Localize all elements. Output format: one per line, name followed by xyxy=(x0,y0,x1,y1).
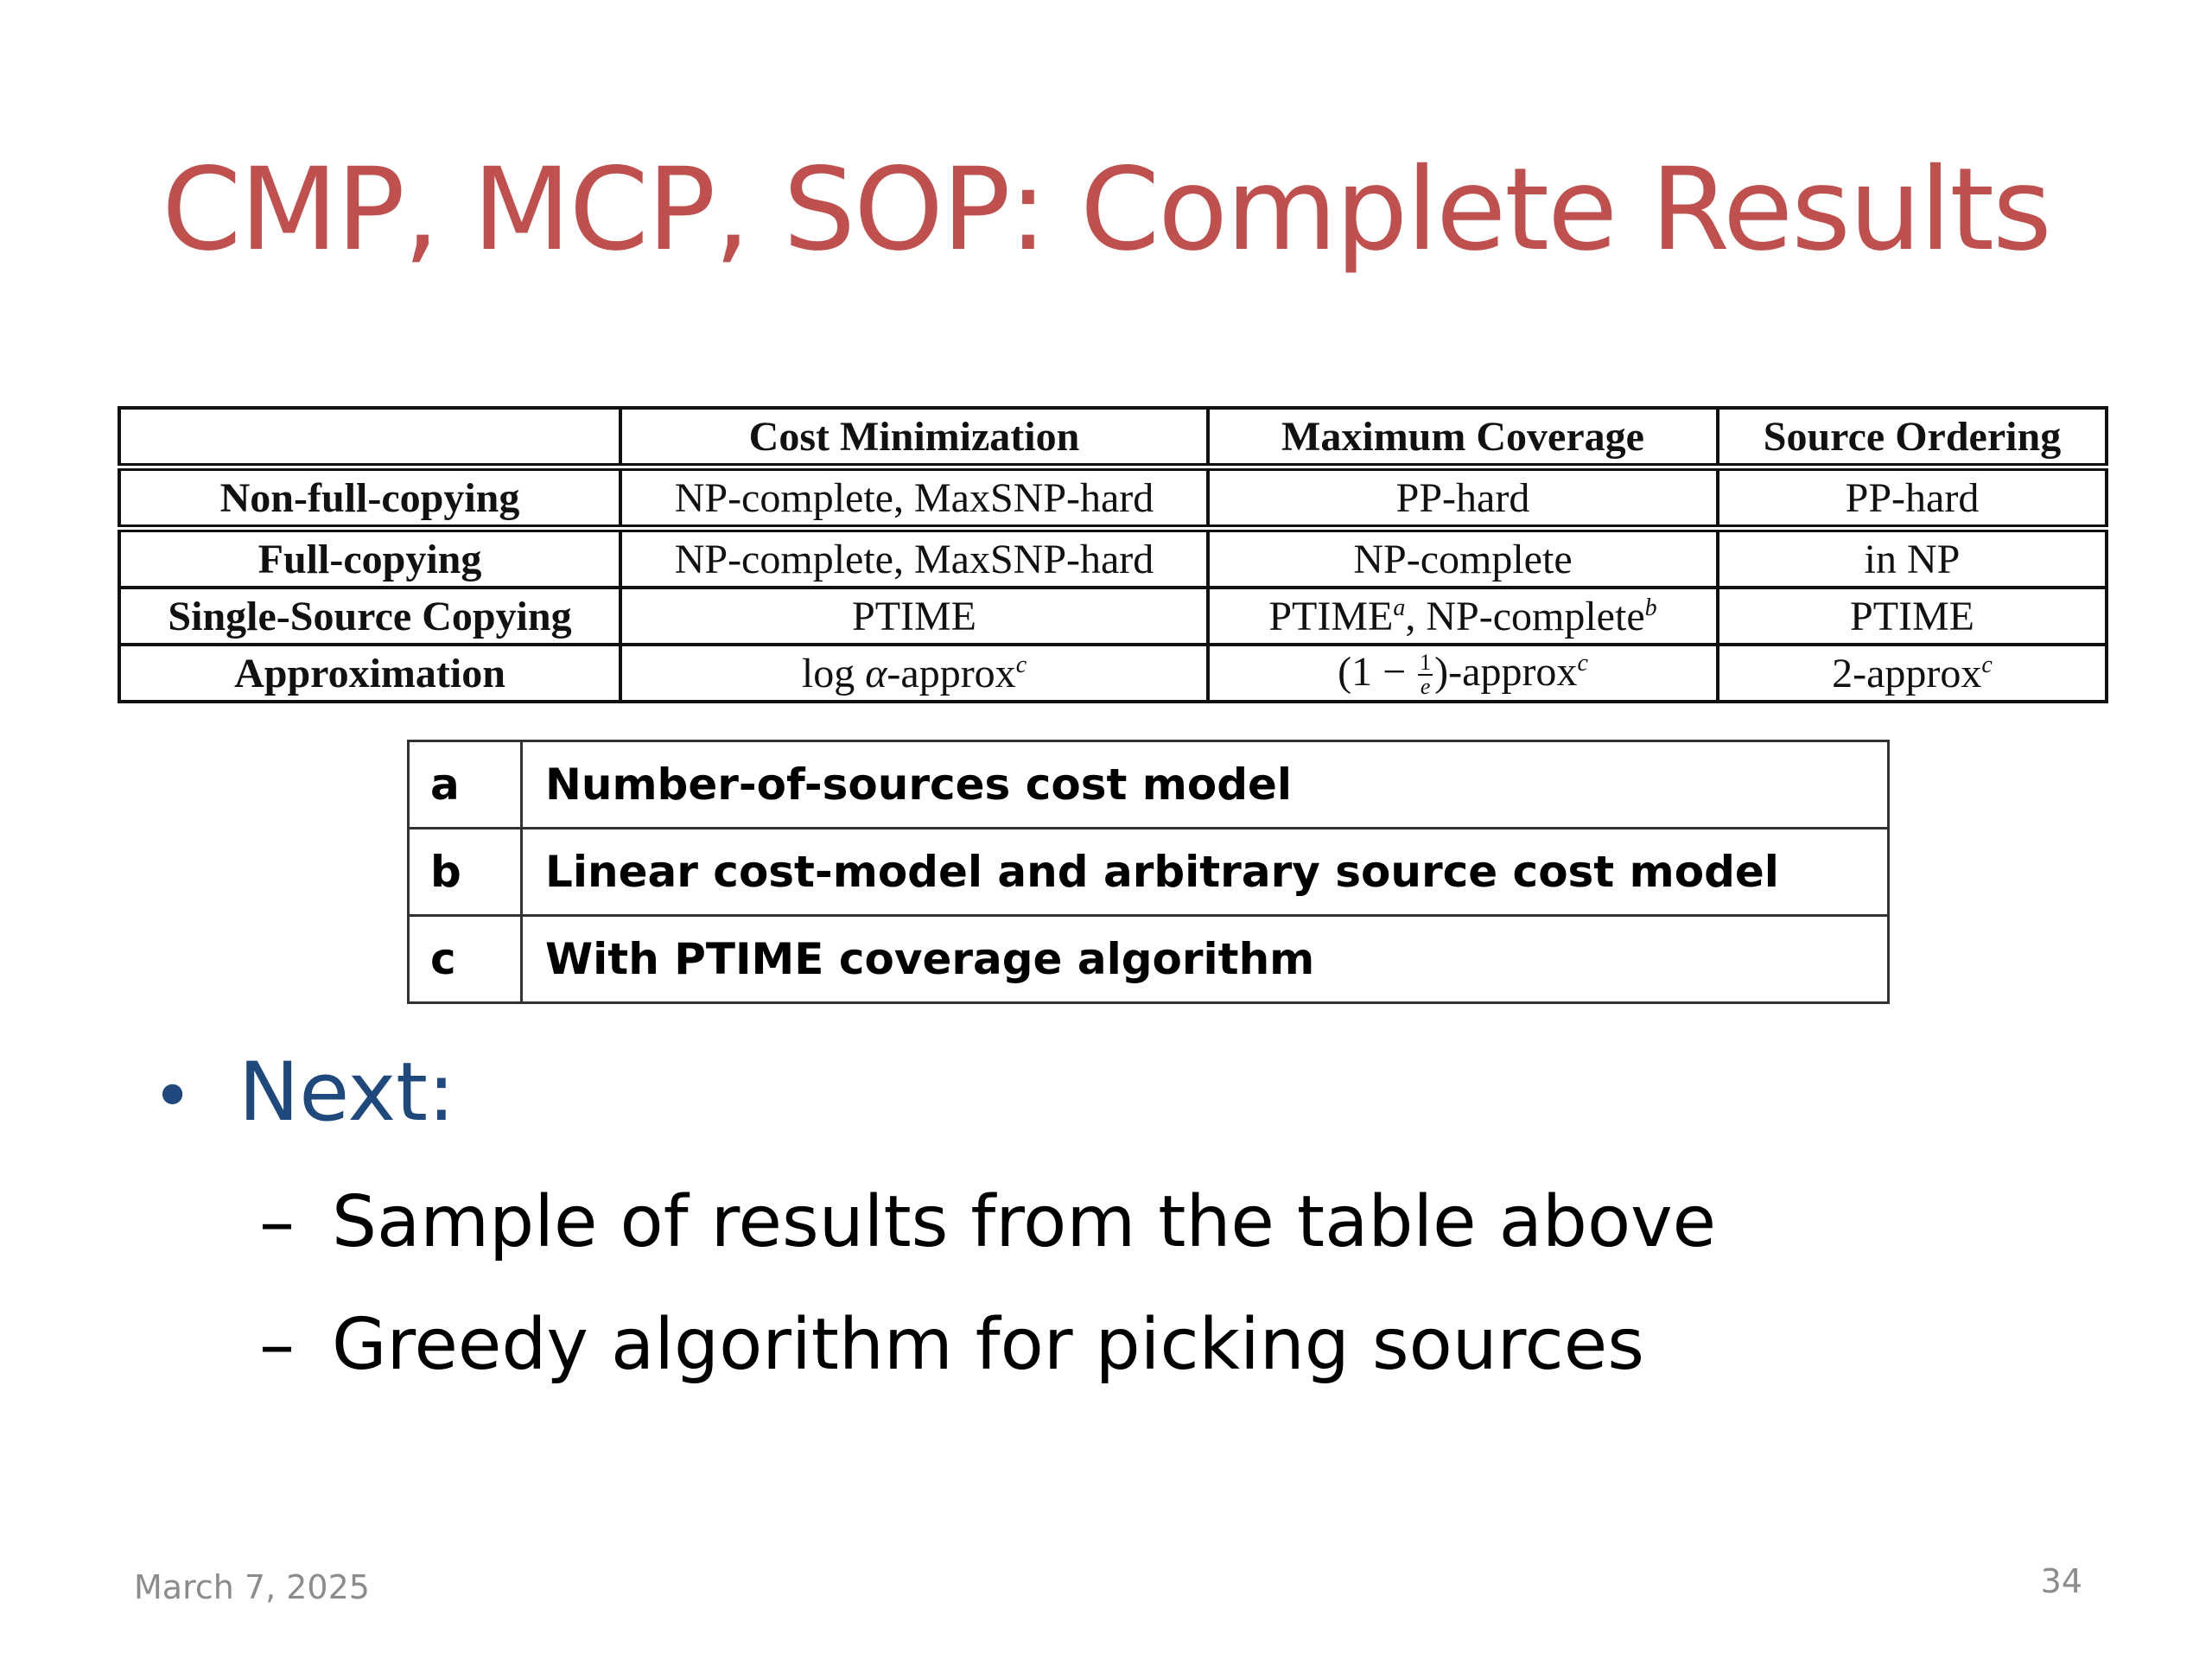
cell-cost-minimization: NP-complete, MaxSNP-hard xyxy=(620,529,1208,588)
table-row xyxy=(409,916,1889,1003)
row-label-approximation: Approximation xyxy=(119,645,620,702)
header-source-ordering: Source Ordering xyxy=(1718,408,2107,467)
cell-text: 2-approx xyxy=(1832,650,1982,696)
sub-bullet-text: Sample of results from the table above xyxy=(332,1181,1717,1263)
header-cost-minimization: Cost Minimization xyxy=(620,408,1208,467)
table-row xyxy=(409,829,1889,916)
cell-source-ordering xyxy=(1718,645,2107,702)
bullet-dot-icon: • xyxy=(152,1056,194,1136)
cell-source-ordering: PTIME xyxy=(1718,588,2107,645)
header-corner-cell xyxy=(119,408,620,467)
footnote-key: c xyxy=(409,916,522,1003)
fraction-denominator: e xyxy=(1420,674,1431,700)
footnote-key: b xyxy=(409,829,522,916)
footnote-marker: c xyxy=(1981,651,1993,678)
footnote-text: Number-of-sources cost model xyxy=(522,741,1889,829)
alpha-symbol: α xyxy=(865,650,887,696)
cell-text: log xyxy=(801,650,866,696)
row-label-single-source-copying: Single-Source Copying xyxy=(119,588,620,645)
sub-bullet-text: Greedy algorithm for picking sources xyxy=(332,1304,1644,1386)
cell-text: (1 − xyxy=(1338,648,1417,695)
complexity-results-table xyxy=(118,406,2108,703)
table-row xyxy=(119,645,2107,702)
cell-cost-minimization xyxy=(620,645,1208,702)
sub-bullet-item xyxy=(259,1298,1644,1393)
footnote-marker: a xyxy=(1393,594,1406,621)
cell-text: -approx xyxy=(887,650,1016,696)
slide-title: CMP, MCP, SOP: Complete Results xyxy=(162,143,2050,276)
cell-text: PTIME xyxy=(1268,593,1394,639)
fraction-numerator: 1 xyxy=(1420,650,1432,676)
footnote-text: With PTIME coverage algorithm xyxy=(522,916,1889,1003)
cell-cost-minimization: NP-complete, MaxSNP-hard xyxy=(620,467,1208,529)
footnote-marker: b xyxy=(1644,594,1657,621)
row-label-non-full-copying: Non-full-copying xyxy=(119,467,620,529)
slide-number: 34 xyxy=(2040,1562,2082,1600)
table-header-row xyxy=(119,408,2107,467)
row-label-full-copying: Full-copying xyxy=(119,529,620,588)
bullet-next xyxy=(152,1041,455,1145)
cell-maximum-coverage: NP-complete xyxy=(1208,529,1718,588)
footnote-key: a xyxy=(409,741,522,829)
cell-text: , NP-complete xyxy=(1405,593,1645,639)
cell-maximum-coverage xyxy=(1208,645,1718,702)
cell-maximum-coverage: PP-hard xyxy=(1208,467,1718,529)
footnote-text: Linear cost-model and arbitrary source cost model xyxy=(522,829,1889,916)
footnote-marker: c xyxy=(1577,649,1588,677)
sub-bullet-item xyxy=(259,1175,1716,1270)
cell-maximum-coverage xyxy=(1208,588,1718,645)
footnotes-table xyxy=(407,740,1890,1004)
footnote-marker: c xyxy=(1015,651,1027,678)
table-row xyxy=(409,741,1889,829)
fraction xyxy=(1418,652,1433,698)
cell-text: )-approx xyxy=(1434,648,1578,695)
cell-source-ordering: PP-hard xyxy=(1718,467,2107,529)
dash-icon: – xyxy=(259,1304,295,1386)
table-row xyxy=(119,529,2107,588)
header-maximum-coverage: Maximum Coverage xyxy=(1208,408,1718,467)
cell-source-ordering: in NP xyxy=(1718,529,2107,588)
table-row xyxy=(119,588,2107,645)
footer-date: March 7, 2025 xyxy=(134,1568,370,1606)
table-row xyxy=(119,467,2107,529)
dash-icon: – xyxy=(259,1181,295,1263)
bullet-text: Next: xyxy=(238,1046,455,1140)
cell-cost-minimization: PTIME xyxy=(620,588,1208,645)
